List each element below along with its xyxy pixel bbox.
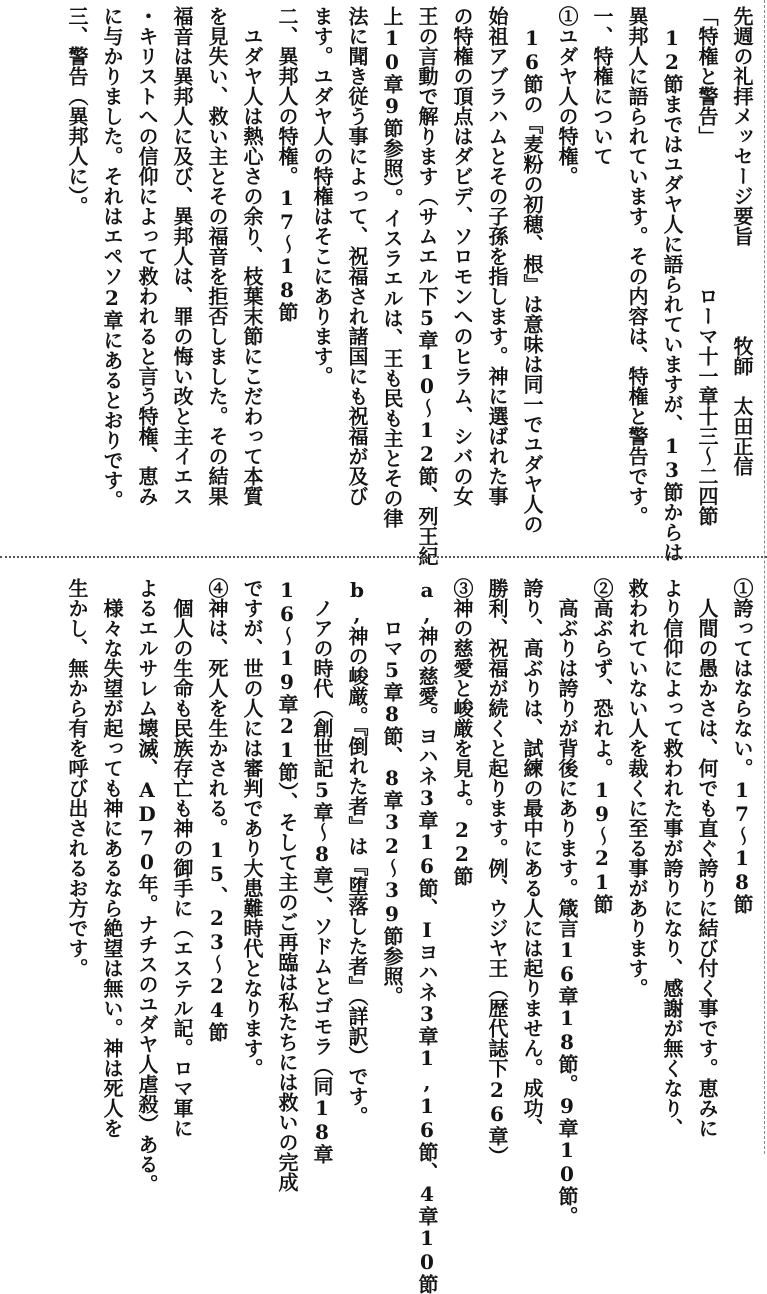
body-line: 上10章9節参照）。イスラエルは、王も民も主とその律 — [380, 6, 404, 528]
body-line: 16〜19章21節）、そして主のご再臨は私たちには救いの完成 — [275, 578, 299, 1192]
body-line: ・キリストへの信仰によって救われると言う特権、恵み — [135, 6, 159, 506]
body-line: 人間の愚かさは、何でも直ぐ誇りに結び付く事です。恵みに — [695, 598, 719, 1138]
pastor-signature: 牧師 太田正信 — [730, 336, 754, 476]
sermon-title: 「特権と警告」 — [695, 6, 719, 146]
heading-title: 先週の礼拝メッセージ要旨 — [730, 6, 754, 246]
subheading: ②高ぶらず、恐れよ。19〜21節 — [590, 578, 614, 914]
top-column-block — [59, 6, 759, 566]
section-heading: 二、異邦人の特権。17〜18節 — [275, 6, 299, 322]
body-line: 高ぶりは誇りが背後にあります。箴言16章18節。9章10節。 — [555, 598, 579, 1226]
body-line: を見失い、救い主とその福音を拒否しました。その結果 — [205, 6, 229, 506]
section-heading: 三、警告（異邦人に）。 — [65, 6, 89, 216]
body-line: ます。ユダヤ人の特権はそこにあります。 — [310, 6, 334, 386]
section-heading: 一、特権について — [590, 6, 614, 166]
body-line: よるエルサレム壊滅、AD70年。ナチスのユダヤ人虐殺）ある。 — [135, 578, 159, 1194]
body-line: の特権の頂点はダビデ、ソロモンへのヒラム、シバの女 — [450, 6, 474, 506]
sermon-title-line — [689, 6, 724, 546]
body-line: 16節の『麦粉の初穂、根』は意味は同一でユダヤ人の — [520, 26, 544, 534]
body-line: b,神の峻厳。『倒れた者』は『堕落した者』（詳訳）です。 — [345, 578, 369, 1126]
body-line: ノアの時代（創世記5章〜8章）、ソドムとゴモラ（同18章 — [310, 598, 334, 1164]
body-line: に与かりました。それはエペソ2章にあるとおりです。 — [100, 6, 124, 510]
subheading: ①誇ってはならない。17〜18節 — [730, 578, 754, 914]
body-line: 異邦人に語られています。その内容は、特権と警告です。 — [625, 6, 649, 526]
body-line: 個人の生命も民族存亡も神の御手に（エステル記。ロマ軍に — [170, 598, 194, 1138]
subheading: ④神は、死人を生かされる。15、23〜24節 — [205, 578, 229, 1042]
body-line: 様々な失望が起っても神にあるなら絶望は無い。神は死人を — [100, 598, 124, 1138]
body-line: 救われていない人を裁くに至る事があります。 — [625, 578, 649, 998]
column-divider — [0, 556, 767, 558]
page-edge-dashed-line — [764, 0, 765, 1154]
body-line: 始祖アブラハムとその子孫を指します。神に選ばれた事 — [485, 6, 509, 506]
scripture-reference: ローマ十一章十三〜二四節 — [695, 286, 719, 526]
body-line: a,神の慈愛。ヨハネ3章16節、Iヨハネ3章1,16節、4章10節 — [415, 578, 439, 1294]
bottom-column-block — [59, 578, 759, 1294]
body-line: 法に聞き従う事によって、祝福され諸国にも祝福が及び — [345, 6, 369, 506]
body-line: 生かし、無から有を呼び出されるお方です。 — [65, 578, 89, 978]
body-line: 勝利、祝福が続くと起ります。例、ウジヤ王（歴代誌下26章） — [485, 578, 509, 1166]
body-line: 誇り、高ぶりは、試練の最中にある人には起りません。成功、 — [520, 578, 544, 1138]
body-line: より信仰によって救われた事が誇りになり、感謝が無くなり、 — [660, 578, 684, 1138]
body-line: ユダヤ人は熱心さの余り、枝葉末節にこだわって本質 — [240, 26, 264, 506]
subheading: ①ユダヤ人の特権。 — [555, 6, 579, 186]
body-line: 福音は異邦人に及び、異邦人は、罪の悔い改と主イエス — [170, 6, 194, 506]
subheading: ③神の慈愛と峻厳を見よ。22節 — [450, 578, 474, 886]
body-line: ですが、世の人には審判であり大患難時代となります。 — [240, 578, 264, 1078]
message-heading — [724, 6, 759, 546]
body-line: 12節まではユダヤ人に語られていますが、13節からは — [660, 26, 684, 562]
body-line: ロマ5章8節、8章32〜39節参照。 — [380, 618, 404, 1006]
body-line: 王の言動で解ります（サムエル下5章10〜12節、列王紀 — [415, 6, 439, 566]
